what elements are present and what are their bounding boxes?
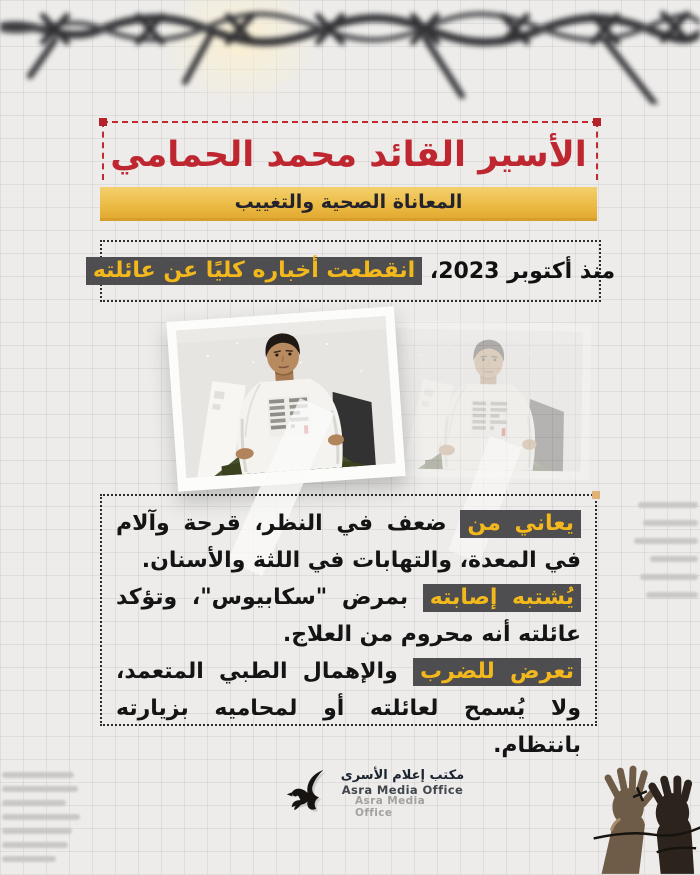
ghost-text-line [2,786,78,792]
detail-text: بمرض "سكابيوس"، وتؤكد عائلته أنه محروم من العلاج. [116,585,581,647]
ghost-text-line [643,520,698,526]
org-logo [286,762,466,824]
org-text [339,762,466,824]
org-name-arabic: مكتب إعلام الأسرى [340,768,465,783]
ghost-text-line [2,814,80,820]
detail-paragraph [116,653,581,764]
ghost-text-bottom-left [2,772,88,870]
ghost-text-line [640,574,698,580]
detail-highlight: تعرض للضرب [413,658,581,686]
org-name-english: Asra Media Office [341,783,464,797]
intro-plain-text: منذ أكتوبر 2023، [429,258,616,284]
intro-highlight-text: انقطعت أخباره كليًا عن عائلته [86,257,422,285]
ghost-text-line [650,556,698,562]
ghost-text-right [612,502,698,610]
detail-paragraph [116,579,581,653]
detail-paragraph [116,505,581,579]
ghost-text-line [2,856,56,862]
bound-hands-image [574,735,700,875]
ghost-text-line [2,772,74,778]
details-box [100,494,597,758]
ghost-text-line [2,828,72,834]
org-name-english-echo: Asra Media Office [355,795,426,819]
ghost-text-line [646,592,698,598]
subtitle-banner: المعاناة الصحية والتغييب [100,187,597,221]
dove-logo-icon [286,762,332,818]
frame-corner-handle [592,491,600,499]
detail-text: والإهمال الطبي المتعمد، ولا يُسمح لعائلته أو لمحاميه بزيارته بانتظام. [116,659,581,758]
ghost-text-line [638,502,698,508]
detail-highlight: يعاني من [460,510,581,538]
detail-highlight: يُشتبه إصابته [423,584,581,612]
ghost-text-line [2,800,66,806]
ghost-text-line [634,538,698,544]
ghost-text-line [2,842,68,848]
page-title: الأسير القائد محمد الحمامي [110,135,587,175]
detail-text: ضعف في النظر، قرحة وآلام في المعدة، والتهابات في اللثة والأسنان. [116,511,581,573]
intro-box [92,240,616,302]
barbed-wire-icon [0,0,700,104]
